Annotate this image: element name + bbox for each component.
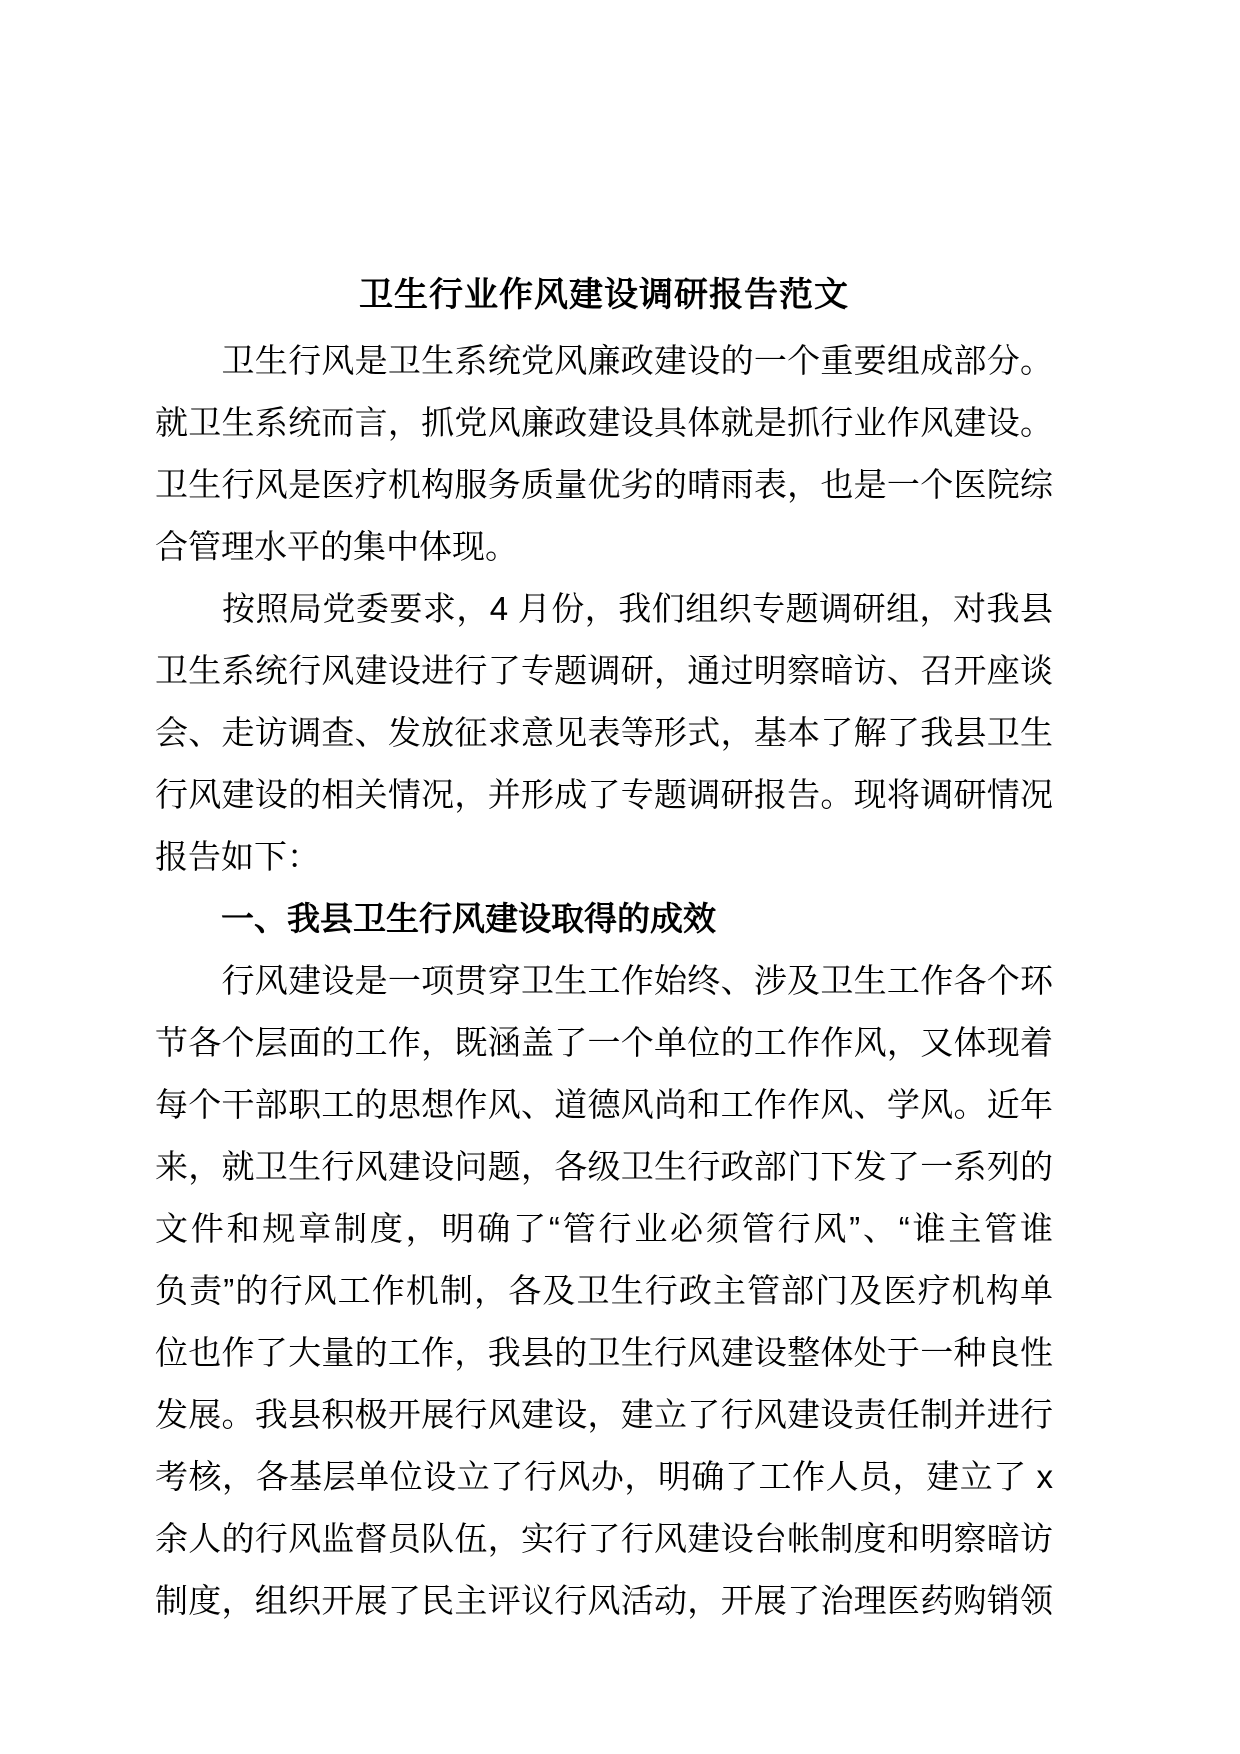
text-line: 发展。我县积极开展行风建设，建立了行风建设责任制并进行	[155, 1396, 1053, 1433]
section-heading	[155, 888, 1053, 950]
paragraph	[155, 578, 1053, 888]
text-line: 一、我县卫生行风建设取得的成效	[155, 900, 716, 937]
document-title: 卫生行业作风建设调研报告范文	[359, 276, 849, 314]
text-line: 合管理水平的集中体现。	[155, 528, 518, 565]
paragraph	[155, 950, 1053, 1632]
text-line: 按照局党委要求，4 月份，我们组织专题调研组，对我县	[155, 590, 1053, 627]
text-line: 文件和规章制度，明确了“管行业必须管行风”、“谁主管谁	[155, 1210, 1053, 1247]
text-line: 卫生系统行风建设进行了专题调研，通过明察暗访、召开座谈	[155, 652, 1053, 689]
document-body	[155, 330, 1053, 1632]
text-line: 制度，组织开展了民主评议行风活动，开展了治理医药购销领	[155, 1582, 1053, 1619]
text-line: 考核，各基层单位设立了行风办，明确了工作人员，建立了 x	[155, 1458, 1053, 1495]
text-line: 会、走访调查、发放征求意见表等形式，基本了解了我县卫生	[155, 714, 1053, 751]
text-line: 每个干部职工的思想作风、道德风尚和工作作风、学风。近年	[155, 1086, 1053, 1123]
text-line: 位也作了大量的工作，我县的卫生行风建设整体处于一种良性	[155, 1334, 1053, 1371]
text-line: 行风建设是一项贯穿卫生工作始终、涉及卫生工作各个环	[155, 962, 1053, 999]
text-line: 行风建设的相关情况，并形成了专题调研报告。现将调研情况	[155, 776, 1053, 813]
text-line: 卫生行风是卫生系统党风廉政建设的一个重要组成部分。	[155, 342, 1053, 379]
text-line: 报告如下：	[155, 838, 320, 875]
text-line: 就卫生系统而言，抓党风廉政建设具体就是抓行业作风建设。	[155, 404, 1053, 441]
text-line: 卫生行风是医疗机构服务质量优劣的晴雨表，也是一个医院综	[155, 466, 1053, 503]
text-line: 负责”的行风工作机制，各及卫生行政主管部门及医疗机构单	[155, 1272, 1053, 1309]
text-line: 节各个层面的工作，既涵盖了一个单位的工作作风，又体现着	[155, 1024, 1053, 1061]
paragraph	[155, 330, 1053, 578]
text-line: 来，就卫生行风建设问题，各级卫生行政部门下发了一系列的	[155, 1148, 1053, 1185]
text-line: 余人的行风监督员队伍，实行了行风建设台帐制度和明察暗访	[155, 1520, 1053, 1557]
